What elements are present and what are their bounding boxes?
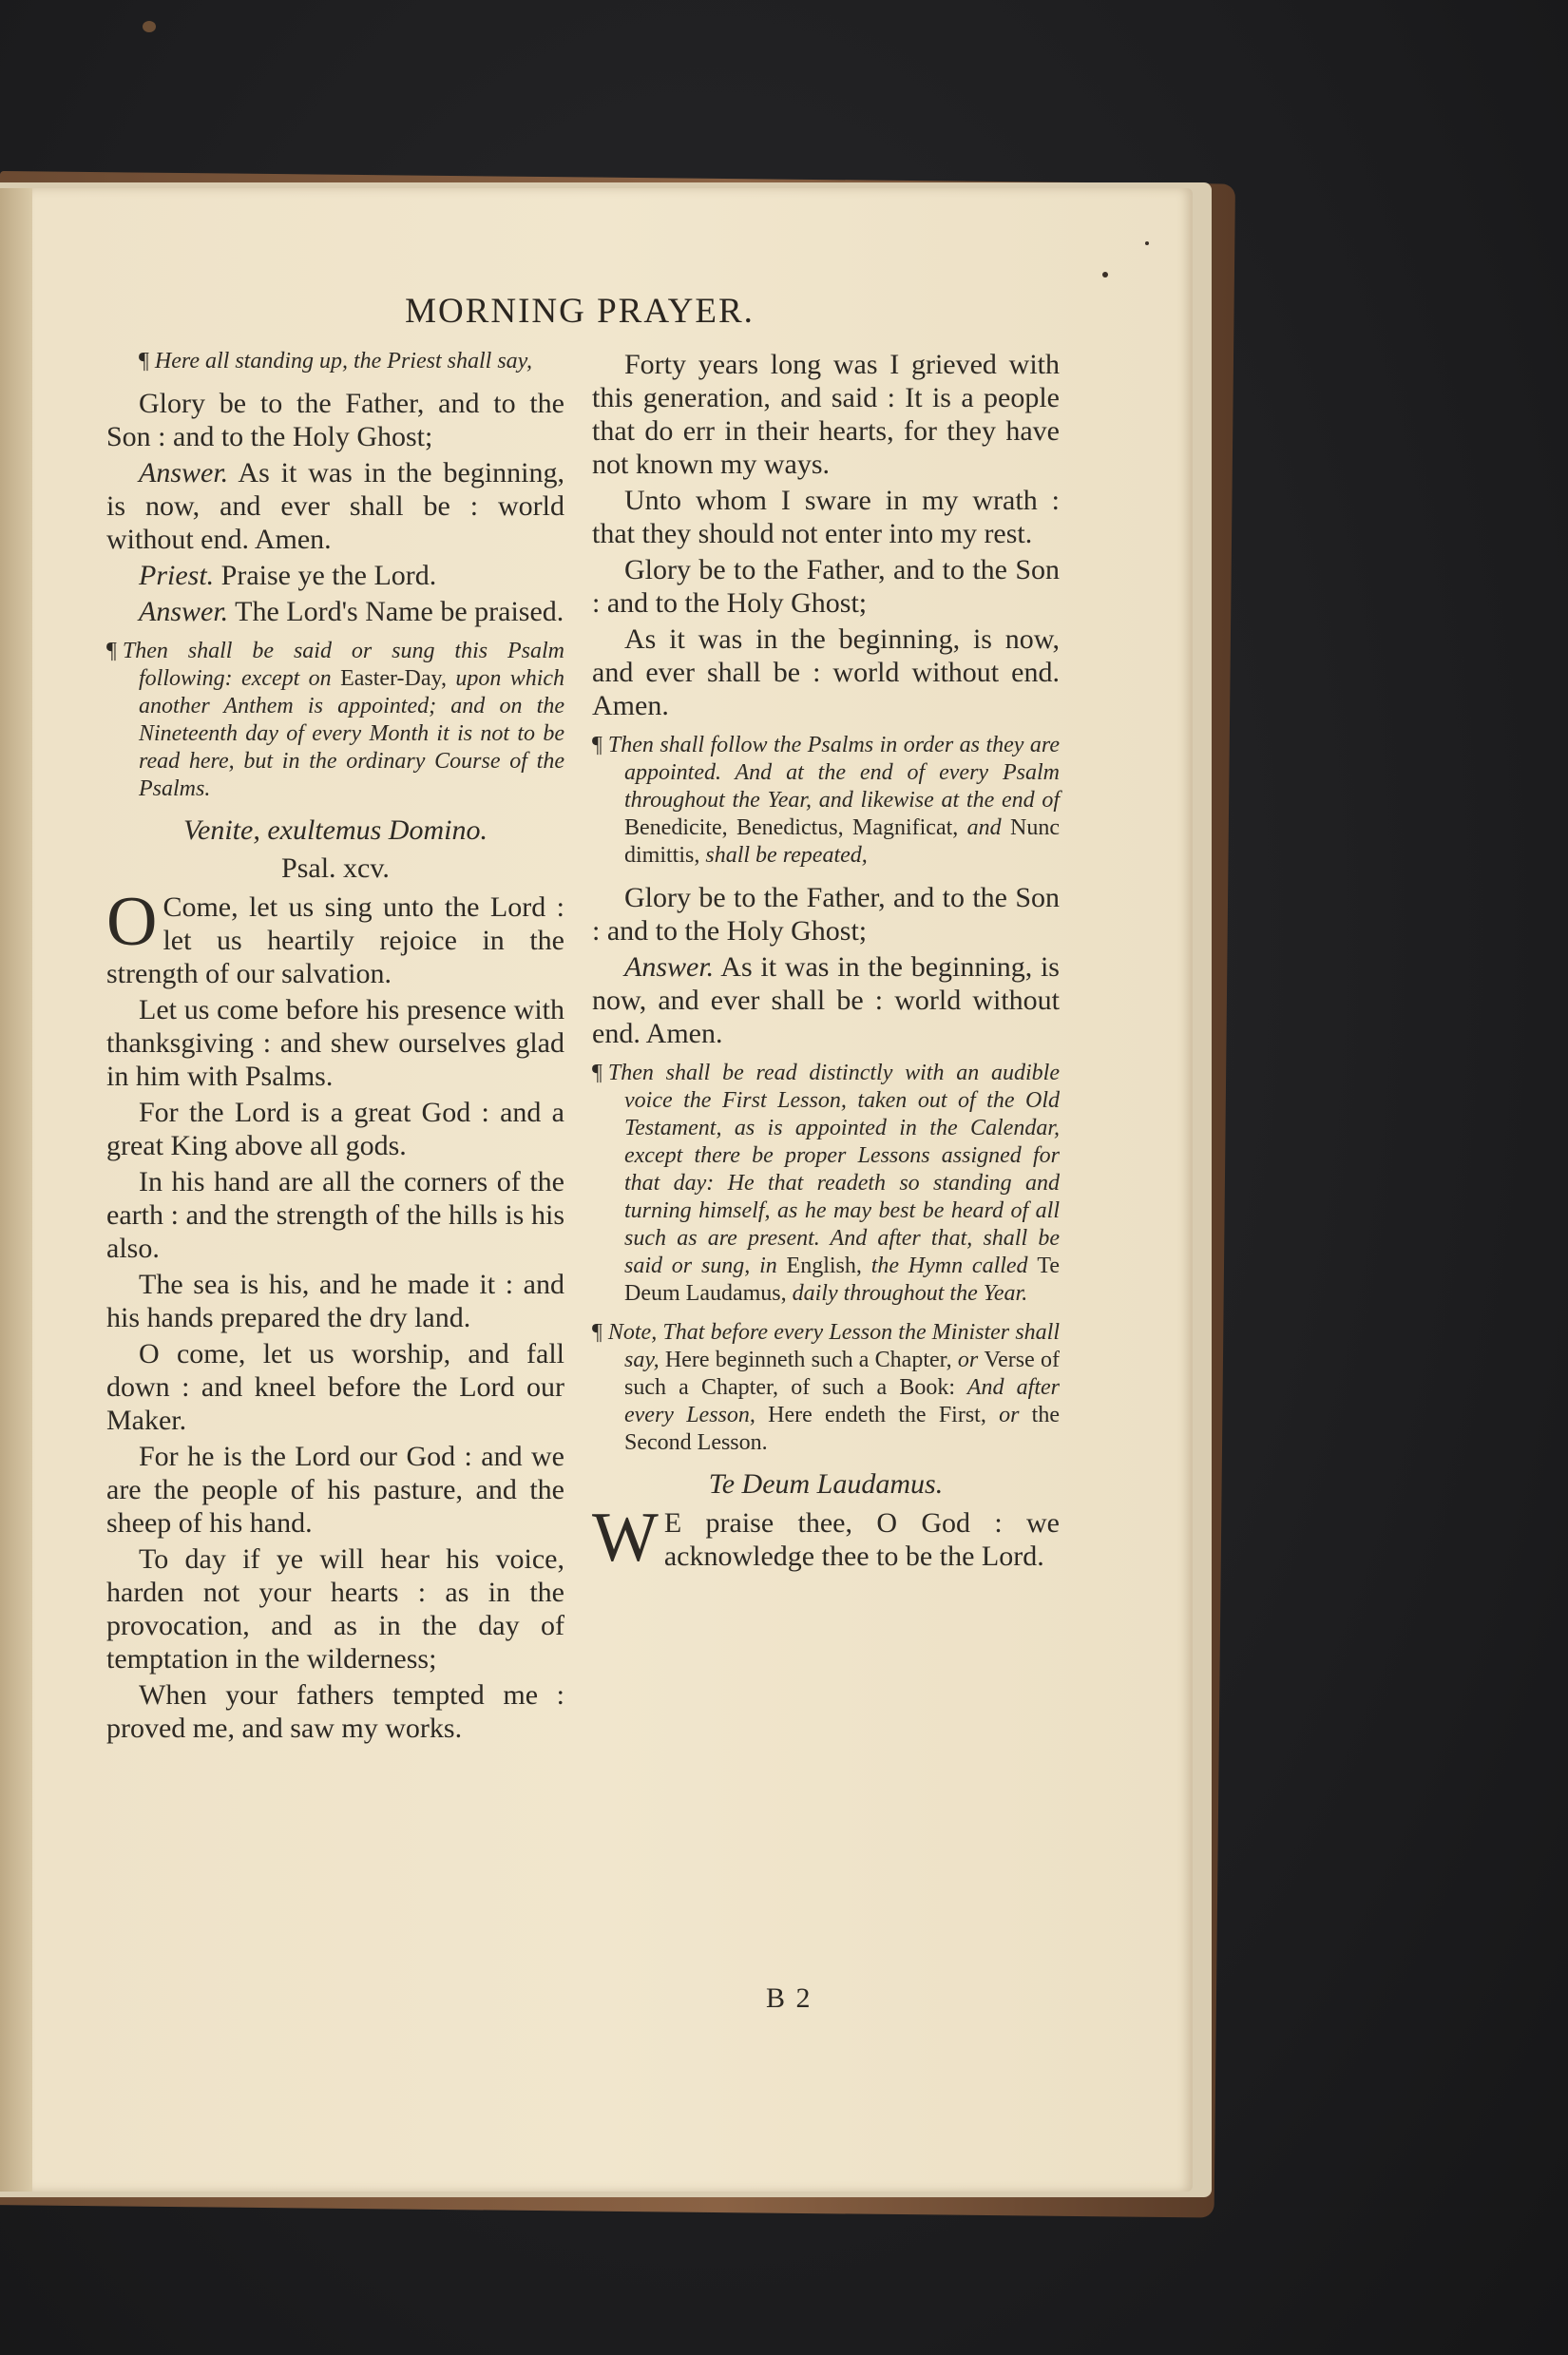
rubric-text: shall be repeated, [705,843,868,868]
rubric-text: Easter-Day, [340,666,447,691]
speaker-label: Priest. [139,560,215,591]
pilcrow-icon: ¶ [592,1320,602,1345]
rubric-text: the Hymn called [870,1254,1028,1278]
rubric-text: upon which another Anthem is appointed; and on the Nineteenth day of every Month it is not to be read here, but in the ordinary Course of the Psalms. [139,666,565,801]
psalm-verse: O come, let us worship, and fall down : and kneel before the Lord our Maker. [106,1338,564,1436]
rubric-text: Then shall be said or sung this Psalm following: except on [122,639,564,691]
psalm-verse: To day if ye will hear his voice, harden not your hearts : as in the provocation, and as in the day of temptation in the wilderness; [106,1543,564,1675]
pilcrow-icon: ¶ [592,733,602,757]
psalm-verse: For he is the Lord our God : and we are the people of his pasture, and the sheep of his hand. [106,1441,564,1539]
drop-cap: W [592,1499,659,1577]
rubric-text: Here endeth the First, [768,1403,986,1427]
rubric [106,638,564,803]
rubric-text: And after every Lesson, [624,1375,1060,1427]
signature-mark: B 2 [766,1982,813,2014]
rubric-text: English, [786,1254,862,1278]
rubric-text: Note, That before every Lesson the Minister shall say, [607,1320,1060,1372]
response [592,950,1060,1050]
rubric-text: or [957,1348,979,1372]
response-text: The Lord's Name be praised. [235,596,564,627]
hymn-verse [592,1499,1060,1577]
ink-dot [1145,241,1149,245]
ink-dot [1102,272,1108,278]
speaker-label: Answer. [139,457,229,488]
rubric [592,732,1060,870]
rubric-text: Here beginneth such a Chapter, [664,1348,952,1372]
psalm-verse: Let us come before his presence with thanksgiving : and shew ourselves glad in him with Psalms. [106,994,564,1092]
rubric-text: and [966,815,1002,840]
rubric-text: Benedicite, Benedictus, Magnificat, [624,815,959,840]
drop-cap: O [106,883,158,961]
speaker-label: Answer. [139,596,229,627]
rubric-text: Nunc dimittis, [624,815,1061,868]
doxology: Glory be to the Father, and to the Son : and to the Holy Ghost; [592,882,1060,947]
response-text: As it was in the beginning, is now, and ever shall be : world without end. Amen. [106,457,564,555]
versicle: Glory be to the Father, and to the Son : and to the Holy Ghost; [106,388,564,452]
rubric-text: daily throughout the Year. [792,1281,1028,1306]
doxology: Glory be to the Father, and to the Son : and to the Holy Ghost; [592,554,1060,619]
rubric-text: Then shall be read distinctly with an audible voice the First Lesson, taken out of the Old Testament, as is appointed in the Calendar, except there be proper Lessons assigned for that day: He that readeth so standing and turning himself, as he may best be heard of all such as are present. And after that, shall be said or sung, in [607,1061,1060,1278]
left-column [106,348,564,1748]
psalm-verse: The sea is his, and he made it : and his hands prepared the dry land. [106,1269,564,1333]
verse-text: E praise thee, O God : we acknowledge thee to be the Lord. [663,1507,1060,1572]
dust-speck [143,21,156,32]
hymn-title: Te Deum Laudamus. [708,1468,944,1500]
rubric-text: the Second Lesson. [624,1403,1060,1455]
psalm-number: Psal. xcv. [281,852,390,884]
rubric-text: Verse of such a Chapter, of such a Book: [624,1348,1060,1400]
psalm-verse: Unto whom I sware in my wrath : that they should not enter into my rest. [592,485,1060,549]
psalm-title: Venite, exultemus Domino. [183,814,488,846]
pilcrow-icon: ¶ [139,349,149,373]
rubric [592,1060,1060,1308]
versicle [106,559,564,592]
rubric-text: Then shall follow the Psalms in order as they are appointed. And at the end of every Psalm throughout the Year, and likewise at the end of [607,733,1060,813]
psalm-verse [106,883,564,990]
rubric [106,348,564,375]
speaker-label: Answer. [624,951,715,983]
psalm-verse: For the Lord is a great God : and a great King above all gods. [106,1097,564,1161]
rubric [592,1319,1060,1457]
psalm-verse: Forty years long was I grieved with this generation, and said : It is a people that do err in their hearts, for they have not known my ways. [592,349,1060,480]
page-gutter [0,188,32,2192]
rubric-text: or [999,1403,1020,1427]
pilcrow-icon: ¶ [592,1061,602,1085]
rubric-text: Here all standing up, the Priest shall say, [154,349,532,373]
verse-text: Come, let us sing unto the Lord : let us heartily rejoice in the strength of our salvation. [106,891,564,989]
psalm-verse: When your fathers tempted me : proved me, and saw my works. [106,1679,564,1744]
versicle-text: Praise ye the Lord. [220,560,437,591]
rubric-text: Te Deum Laudamus, [624,1254,1060,1306]
pilcrow-icon: ¶ [106,639,117,663]
psalm-verse: In his hand are all the corners of the earth : and the strength of the hills is his also. [106,1166,564,1264]
response [106,456,564,556]
response-text: As it was in the beginning, is now, and ever shall be : world without end. Amen. [592,951,1060,1049]
running-head: MORNING PRAYER. [405,292,755,331]
right-column [592,348,1060,1576]
response [106,595,564,628]
doxology: As it was in the beginning, is now, and ever shall be : world without end. Amen. [592,623,1060,721]
